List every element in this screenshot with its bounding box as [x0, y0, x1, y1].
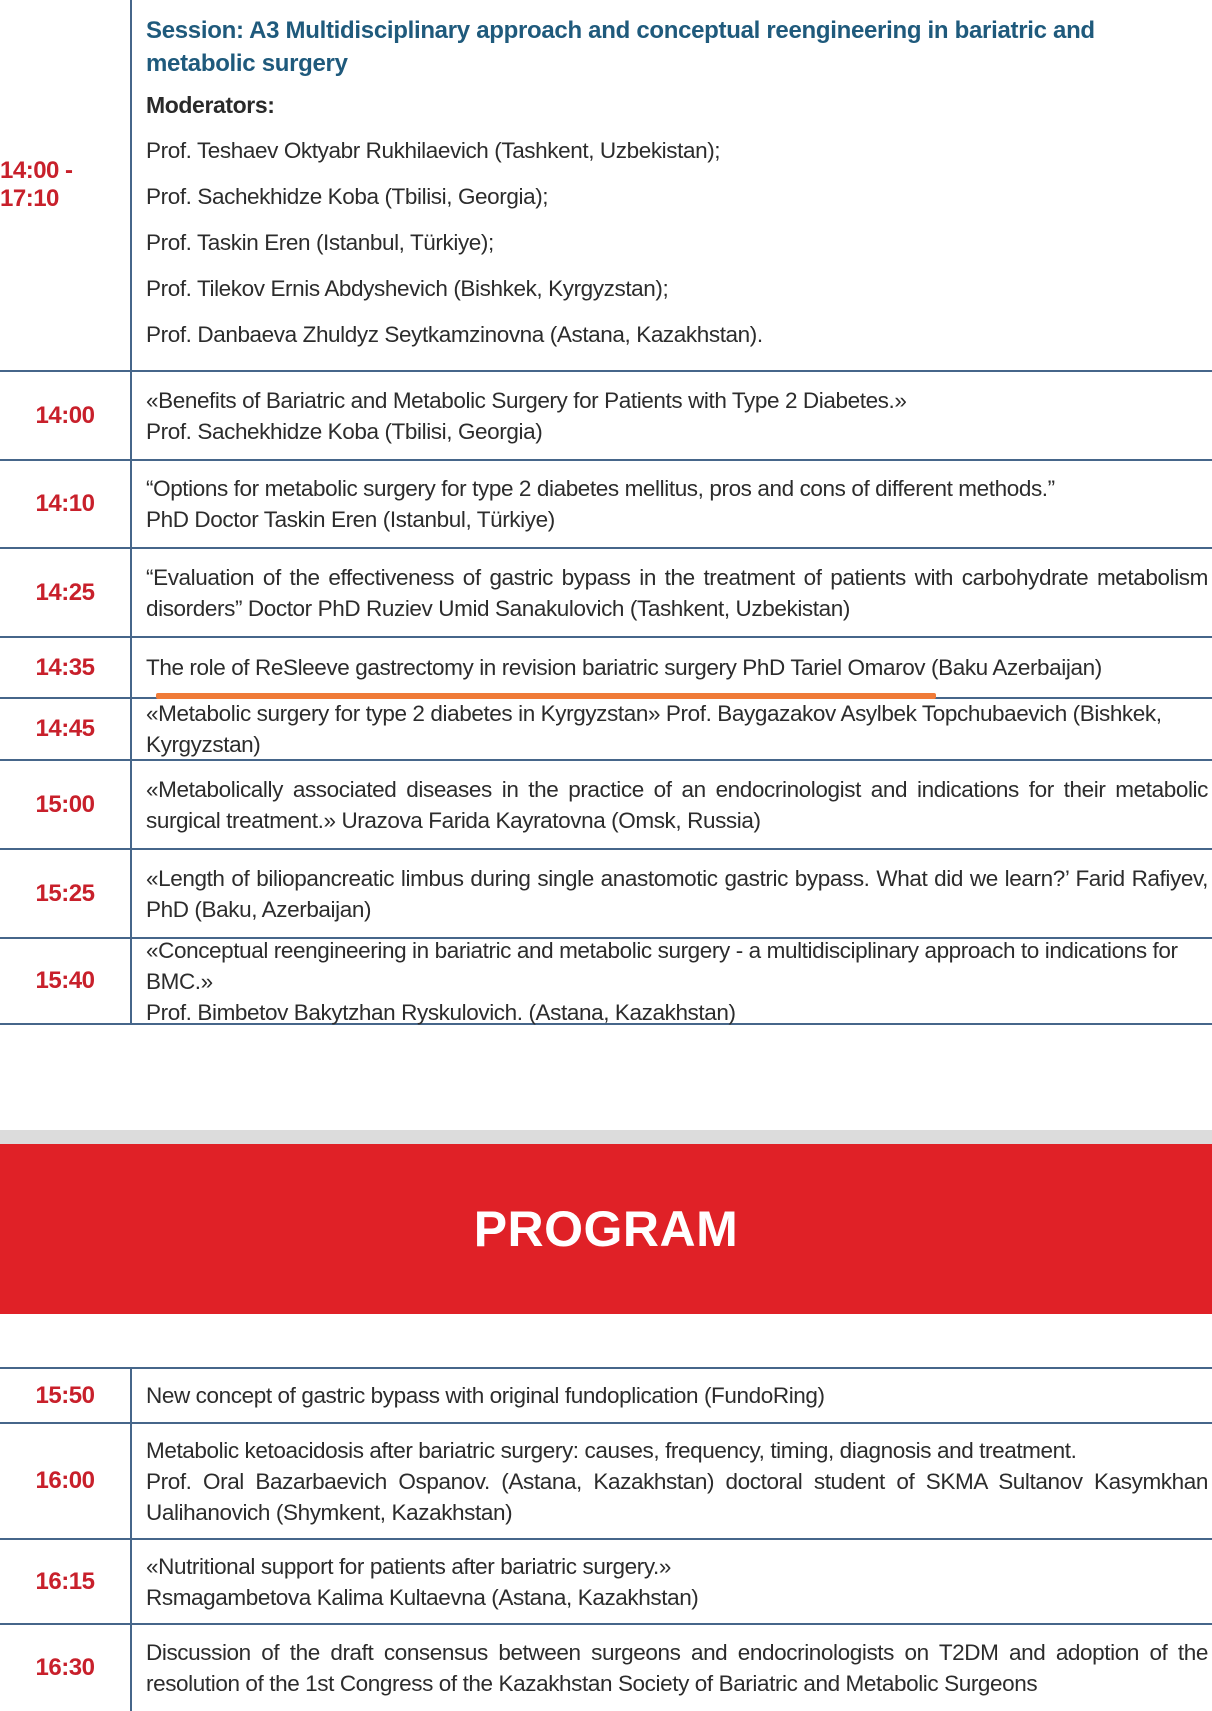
program-time: 15:50 — [0, 1369, 132, 1422]
talk-row — [0, 939, 1212, 1025]
talk-time: 14:45 — [0, 699, 132, 759]
talk-content — [146, 761, 1208, 848]
talk-text: The role of ReSleeve gastrectomy in revision bariatric surgery PhD Tariel Omarov (Baku Azerbaijan) — [146, 655, 1102, 680]
program-content — [146, 1424, 1208, 1538]
session-time: 14:00 - 17:10 — [0, 0, 132, 370]
talk-row-highlighted — [0, 638, 1212, 699]
session-row — [0, 0, 1212, 372]
talk-row — [0, 461, 1212, 549]
program-title: «Nutritional support for patients after bariatric surgery.» — [146, 1553, 671, 1579]
program-time: 16:00 — [0, 1424, 132, 1538]
session-title: Session: A3 Multidisciplinary approach and conceptual reengineering in bariatric and metabolic surgery — [146, 17, 1095, 77]
program-text: Discussion of the draft consensus between surgeons and endocrinologists on T2DM and adoption of the resolution of the 1st Congress of the Kazakhstan Society of Bariatric and Metabolic Surgeons — [146, 1640, 1208, 1696]
program-speaker: Rsmagambetova Kalima Kultaevna (Astana, Kazakhstan) — [146, 1584, 699, 1610]
program-banner — [0, 1144, 1212, 1314]
session-details — [146, 0, 1208, 370]
talk-text: «Metabolic surgery for type 2 diabetes in Kyrgyzstan» Prof. Baygazakov Asylbek Topchubaevich (Bishkek, Kyrgyzstan) — [146, 701, 1162, 757]
banner-top-band — [0, 1130, 1212, 1144]
talk-speaker: PhD Doctor Taskin Eren (Istanbul, Türkiye) — [146, 507, 555, 532]
talk-content — [146, 699, 1208, 759]
talk-row — [0, 761, 1212, 850]
moderators-label: Moderators: — [146, 92, 275, 118]
talk-content — [146, 461, 1208, 547]
talk-row — [0, 850, 1212, 939]
moderator-5: Prof. Danbaeva Zhuldyz Seytkamzinovna (Astana, Kazakhstan). — [146, 322, 763, 347]
talk-title: «Conceptual reengineering in bariatric and metabolic surgery - a multidisciplinary approach to indications for BMC.» — [146, 937, 1178, 994]
talk-content — [146, 939, 1208, 1023]
talk-text: «Length of biliopancreatic limbus during single anastomotic gastric bypass. What did we learn?’ Farid Rafiyev, PhD (Baku, Azerbaijan) — [146, 865, 1208, 922]
talk-content — [146, 372, 1208, 459]
program-row — [0, 1540, 1212, 1625]
talk-speaker: Prof. Sachekhidze Koba (Tbilisi, Georgia) — [146, 418, 543, 444]
talk-text: “Evaluation of the effectiveness of gastric bypass in the treatment of patients with carbohydrate metabolism disorders” Doctor PhD Ruziev Umid Sanakulovich (Tashkent, Uzbekistan) — [146, 564, 1208, 621]
talk-title: «Benefits of Bariatric and Metabolic Surgery for Patients with Type 2 Diabetes.» — [146, 387, 907, 413]
program-content — [146, 1369, 1208, 1422]
program-row — [0, 1424, 1212, 1540]
program-row — [0, 1367, 1212, 1424]
moderator-1: Prof. Teshaev Oktyabr Rukhilaevich (Tashkent, Uzbekistan); — [146, 138, 721, 163]
talk-content — [146, 850, 1208, 937]
talk-row — [0, 549, 1212, 638]
program-title: Metabolic ketoacidosis after bariatric surgery: causes, frequency, timing, diagnosis and treatment. — [146, 1437, 1077, 1463]
program-content — [146, 1625, 1208, 1711]
talk-speaker: Prof. Bimbetov Bakytzhan Ryskulovich. (Astana, Kazakhstan) — [146, 999, 736, 1025]
moderator-3: Prof. Taskin Eren (Istanbul, Türkiye); — [146, 230, 494, 255]
talk-time: 14:00 — [0, 372, 132, 459]
program-text: New concept of gastric bypass with original fundoplication (FundoRing) — [146, 1383, 825, 1408]
talk-time: 15:00 — [0, 761, 132, 848]
moderator-4: Prof. Tilekov Ernis Abdyshevich (Bishkek, Kyrgyzstan); — [146, 276, 669, 301]
program-row — [0, 1625, 1212, 1711]
talk-time: 15:40 — [0, 939, 132, 1023]
talk-time: 14:10 — [0, 461, 132, 547]
talk-row — [0, 699, 1212, 761]
talk-time: 15:25 — [0, 850, 132, 937]
highlight-underline — [156, 693, 936, 699]
program-time: 16:30 — [0, 1625, 132, 1711]
program-content — [146, 1540, 1208, 1623]
talk-row — [0, 372, 1212, 461]
talk-content — [146, 638, 1208, 697]
talk-time: 14:25 — [0, 549, 132, 636]
banner-title: PROGRAM — [473, 1201, 739, 1257]
moderator-2: Prof. Sachekhidze Koba (Tbilisi, Georgia); — [146, 184, 549, 209]
talk-content — [146, 549, 1208, 636]
talk-title: “Options for metabolic surgery for type 2 diabetes mellitus, pros and cons of different methods.” — [146, 476, 1055, 501]
talk-text: «Metabolically associated diseases in the practice of an endocrinologist and indications for their metabolic surgical treatment.» Urazova Farida Kayratovna (Omsk, Russia) — [146, 776, 1208, 833]
talk-time: 14:35 — [0, 638, 132, 697]
program-speaker: Prof. Oral Bazarbaevich Ospanov. (Astana, Kazakhstan) doctoral student of SKMA Sultanov Kasymkhan Ualihanovich (Shymkent, Kazakhstan) — [146, 1468, 1208, 1525]
program-time: 16:15 — [0, 1540, 132, 1623]
